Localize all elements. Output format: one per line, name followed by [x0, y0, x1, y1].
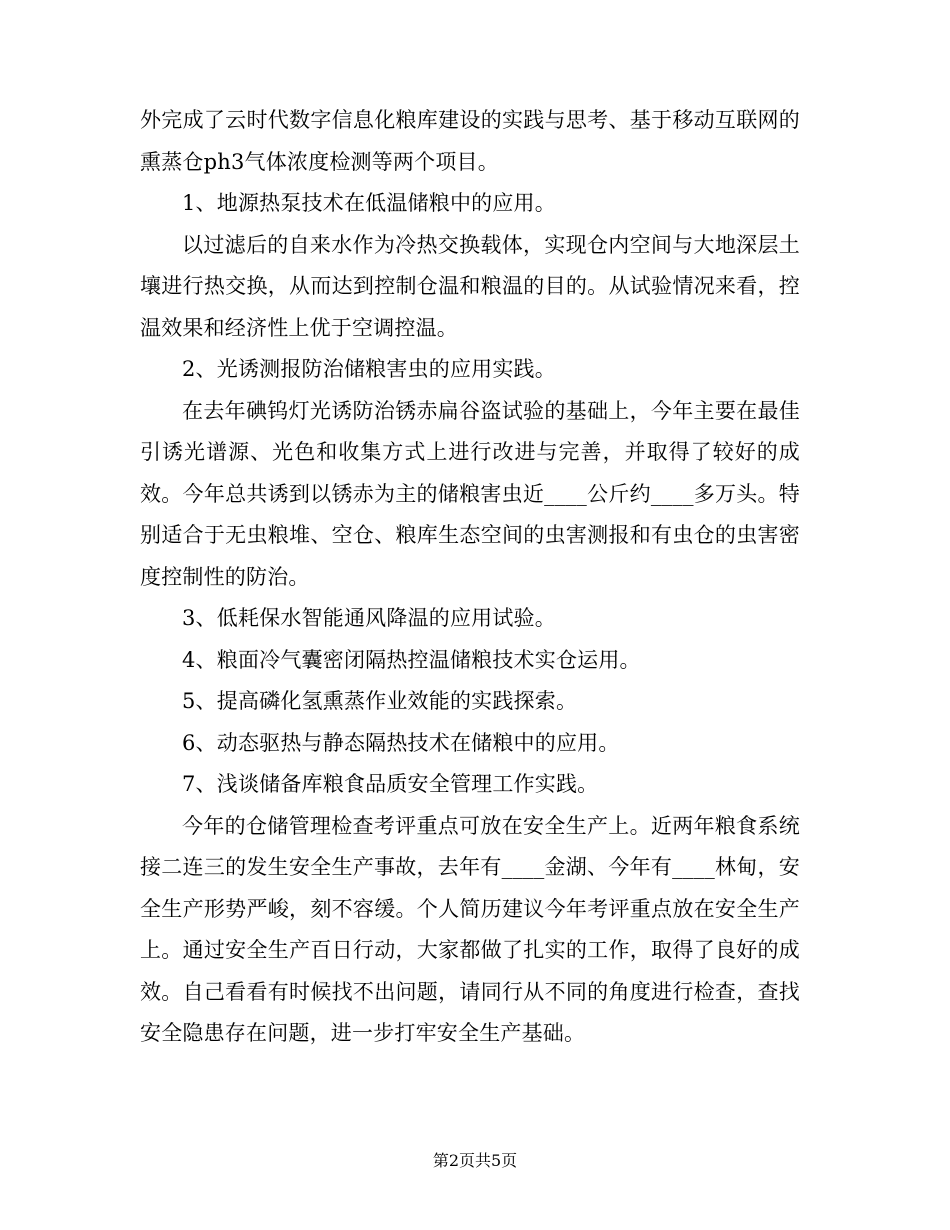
paragraph-item-1-body: 以过滤后的自来水作为冷热交换载体，实现仓内空间与大地深层土壤进行热交换，从而达到控制仓温和粮温的目的。从试验情况来看，控温效果和经济性上优于空调控温。 [140, 232, 800, 340]
document-body [140, 100, 800, 1055]
heading-item-7: 7、浅谈储备库粮食品质安全管理工作实践。 [182, 772, 599, 796]
heading-item-1: 1、地源热泵技术在低温储粮中的应用。 [182, 191, 556, 215]
heading-item-5: 5、提高磷化氢熏蒸作业效能的实践探索。 [182, 689, 578, 713]
heading-item-6: 6、动态驱热与静态隔热技术在储粮中的应用。 [182, 730, 620, 755]
page-number-footer: 第2页共5页 [432, 1151, 518, 1170]
paragraph-safety-inspection: 今年的仓储管理检查考评重点可放在安全生产上。近两年粮食系统接二连三的发生安全生产事故，去年有____金湖、今年有____林甸，安全生产形势严峻，刻不容缓。个人简历建议今年考评重点放在安全生产上。通过安全生产百日行动，大家都做了扎实的工作，取得了良好的成效。自己看看有时候找不出问题，请同行从不同的角度进行检查，查找安全隐患存在问题，进一步打牢安全生产基础。 [140, 813, 800, 1045]
paragraph-item-2-body: 在去年碘钨灯光诱防治锈赤扁谷盗试验的基础上，今年主要在最佳引诱光谱源、光色和收集方式上进行改进与完善，并取得了较好的成效。今年总共诱到以锈赤为主的储粮害虫近____公斤约____多万头。特别适合于无虫粮堆、空仓、粮库生态空间的虫害测报和有虫仓的虫害密度控制性的防治。 [140, 398, 800, 589]
paragraph-continuation: 外完成了云时代数字信息化粮库建设的实践与思考、基于移动互联网的熏蒸仓ph3气体浓度检测等两个项目。 [140, 108, 800, 174]
heading-item-4: 4、粮面冷气囊密闭隔热控温储粮技术实仓运用。 [182, 647, 641, 672]
heading-item-2: 2、光诱测报防治储粮害虫的应用实践。 [182, 357, 556, 381]
heading-item-3: 3、低耗保水智能通风降温的应用试验。 [182, 606, 556, 630]
